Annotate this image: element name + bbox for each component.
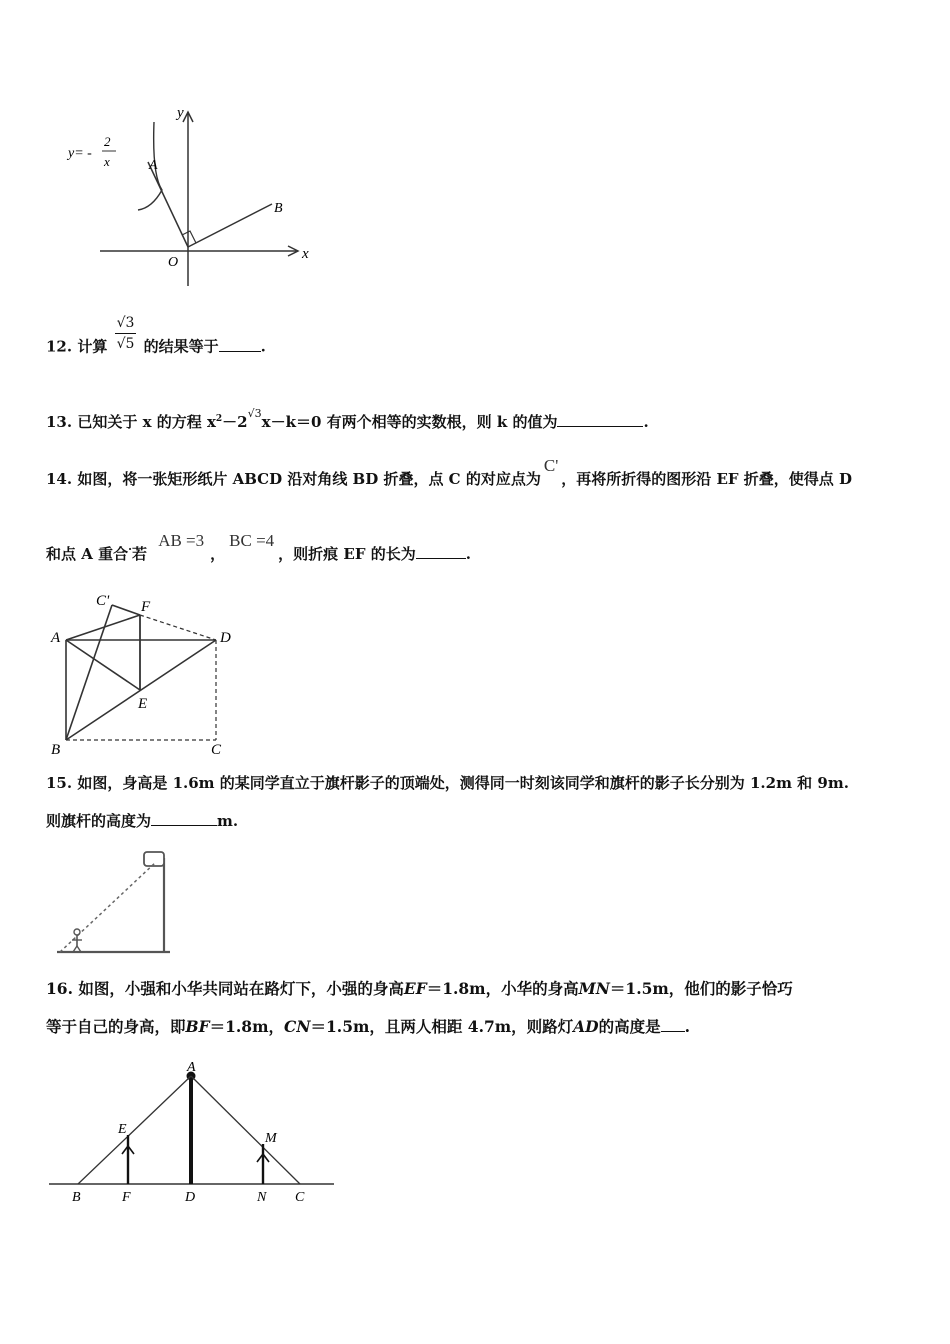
- q12-end: .: [260, 337, 266, 356]
- q16-line2-b: ＝1.8m，: [209, 1017, 284, 1036]
- segment-ae: [66, 640, 140, 690]
- segment-oa: [148, 162, 188, 247]
- folding-rectangle-figure: [44, 588, 244, 760]
- label-b: B: [51, 742, 61, 758]
- street-lamp-figure: [44, 1058, 339, 1208]
- label-f: F: [122, 1190, 131, 1205]
- curve-label-num: 2: [104, 134, 111, 149]
- q16-line2-a: 等于自己的身高，即: [46, 1017, 186, 1036]
- question-13: [46, 408, 649, 432]
- question-14-line-1: [46, 456, 853, 489]
- q12-text-after: 的结果等于: [143, 337, 219, 356]
- axis-x-label: x: [302, 246, 309, 262]
- q14-dot: ·: [128, 543, 132, 556]
- q16-end: .: [684, 1017, 691, 1036]
- q14-c-prime: C': [543, 456, 559, 475]
- q16-bf: BF: [185, 1017, 210, 1036]
- flagpole-figure: [52, 846, 177, 958]
- q14-line1-after: ，再将所折得的图形沿 EF 折叠，使得点 D: [561, 470, 853, 488]
- q16-line1-c: ＝1.5m，他们的影子恰巧: [609, 979, 793, 998]
- q16-line1-b: ＝1.8m，小华的身高: [426, 979, 579, 998]
- label-e: E: [118, 1122, 127, 1137]
- question-14-line-2: [46, 531, 471, 566]
- label-f: F: [141, 599, 151, 615]
- label-e: E: [138, 696, 148, 712]
- hyperbola-figure: [60, 100, 320, 295]
- q13-text-before: 已知关于 x 的方程 x: [77, 413, 216, 431]
- q14-line1-before: 如图，将一张矩形纸片 ABCD 沿对角线 BD 折叠，点 C 的对应点为: [77, 470, 541, 488]
- question-16-line-2: [46, 1017, 690, 1037]
- q12-frac-denominator: √5: [116, 336, 135, 352]
- q15-answer-blank: [151, 811, 217, 826]
- q16-ad: AD: [573, 1017, 599, 1036]
- q14-number: 14.: [46, 470, 73, 488]
- label-d: D: [220, 630, 231, 646]
- q14-line2-before: 和点 A 重合: [46, 545, 129, 563]
- curve-label-den: x: [104, 154, 110, 169]
- label-d: D: [185, 1190, 196, 1205]
- q13-sqrt3: √3: [247, 407, 262, 420]
- q16-mn: MN: [578, 979, 610, 998]
- segment-fd-dashed: [140, 615, 216, 640]
- q12-fraction: [115, 313, 137, 354]
- segment-bc-prime: [66, 605, 112, 740]
- q15-number: 15.: [46, 774, 73, 792]
- q13-superscript-2: 2: [215, 414, 223, 424]
- segment-ob: [188, 204, 272, 247]
- q14-end: .: [465, 545, 471, 563]
- q16-cn: CN: [284, 1017, 311, 1036]
- q15-line1: 如图，身高是 1.6m 的某同学直立于旗杆影子的顶端处，测得同一时刻该同学和旗杆的影子长分别为 1.2m 和 9m.: [77, 774, 849, 792]
- question-15-line-1: [46, 773, 849, 793]
- q13-number: 13.: [46, 413, 73, 431]
- q16-ef: EF: [403, 979, 427, 998]
- q14-answer-blank: [416, 544, 466, 559]
- sun-ray-dashed: [60, 862, 156, 952]
- q13-answer-blank: [557, 412, 643, 427]
- q14-line2-after: ，则折痕 EF 的长为: [278, 545, 416, 563]
- label-c: C: [211, 742, 222, 758]
- q14-ab-value: AB =3: [158, 531, 205, 550]
- q13-end: .: [643, 413, 649, 431]
- q16-line2-d: 的高度是: [598, 1017, 661, 1036]
- label-n: N: [257, 1190, 267, 1205]
- light-ray-to-b: [78, 1076, 191, 1184]
- q14-ruo: 若: [131, 545, 147, 563]
- q13-minus-2: －2: [222, 413, 248, 431]
- student-head-icon: [74, 929, 80, 935]
- q16-line2-c: ＝1.5m，且两人相距 4.7m，则路灯: [310, 1017, 574, 1036]
- q15-line2-after: m.: [217, 812, 239, 830]
- label-a: A: [51, 630, 61, 646]
- label-c: C: [295, 1190, 305, 1205]
- q12-answer-blank: [219, 337, 261, 352]
- segment-c-prime-f: [112, 605, 140, 615]
- q13-text-after: x－k＝0 有两个相等的实数根，则 k 的值为: [261, 413, 558, 431]
- q15-line2-before: 则旗杆的高度为: [46, 812, 152, 830]
- axis-y-label: y: [177, 105, 184, 121]
- label-c-prime: C': [96, 593, 110, 609]
- segment-af: [66, 615, 140, 640]
- origin-label: O: [168, 255, 179, 270]
- light-ray-to-c: [191, 1076, 300, 1184]
- label-m: M: [265, 1131, 277, 1146]
- q14-comma: ，: [210, 545, 226, 563]
- point-b-label: B: [274, 201, 283, 216]
- point-a-label: A: [149, 158, 158, 173]
- q16-answer-blank: [661, 1017, 685, 1032]
- label-b: B: [72, 1190, 81, 1205]
- label-a: A: [187, 1060, 196, 1075]
- q16-number: 16.: [46, 979, 73, 998]
- q12-text-before: 计算: [77, 337, 108, 356]
- question-15-line-2: [46, 811, 238, 831]
- question-12: [46, 315, 266, 360]
- q12-number: 12.: [46, 337, 73, 356]
- question-16-line-1: [46, 979, 793, 999]
- q14-bc-value: BC =4: [229, 531, 275, 550]
- q12-frac-numerator: √3: [115, 313, 137, 334]
- curve-label-lhs: y= -: [68, 146, 92, 161]
- q16-line1-a: 如图，小强和小华共同站在路灯下，小强的身高: [78, 979, 404, 998]
